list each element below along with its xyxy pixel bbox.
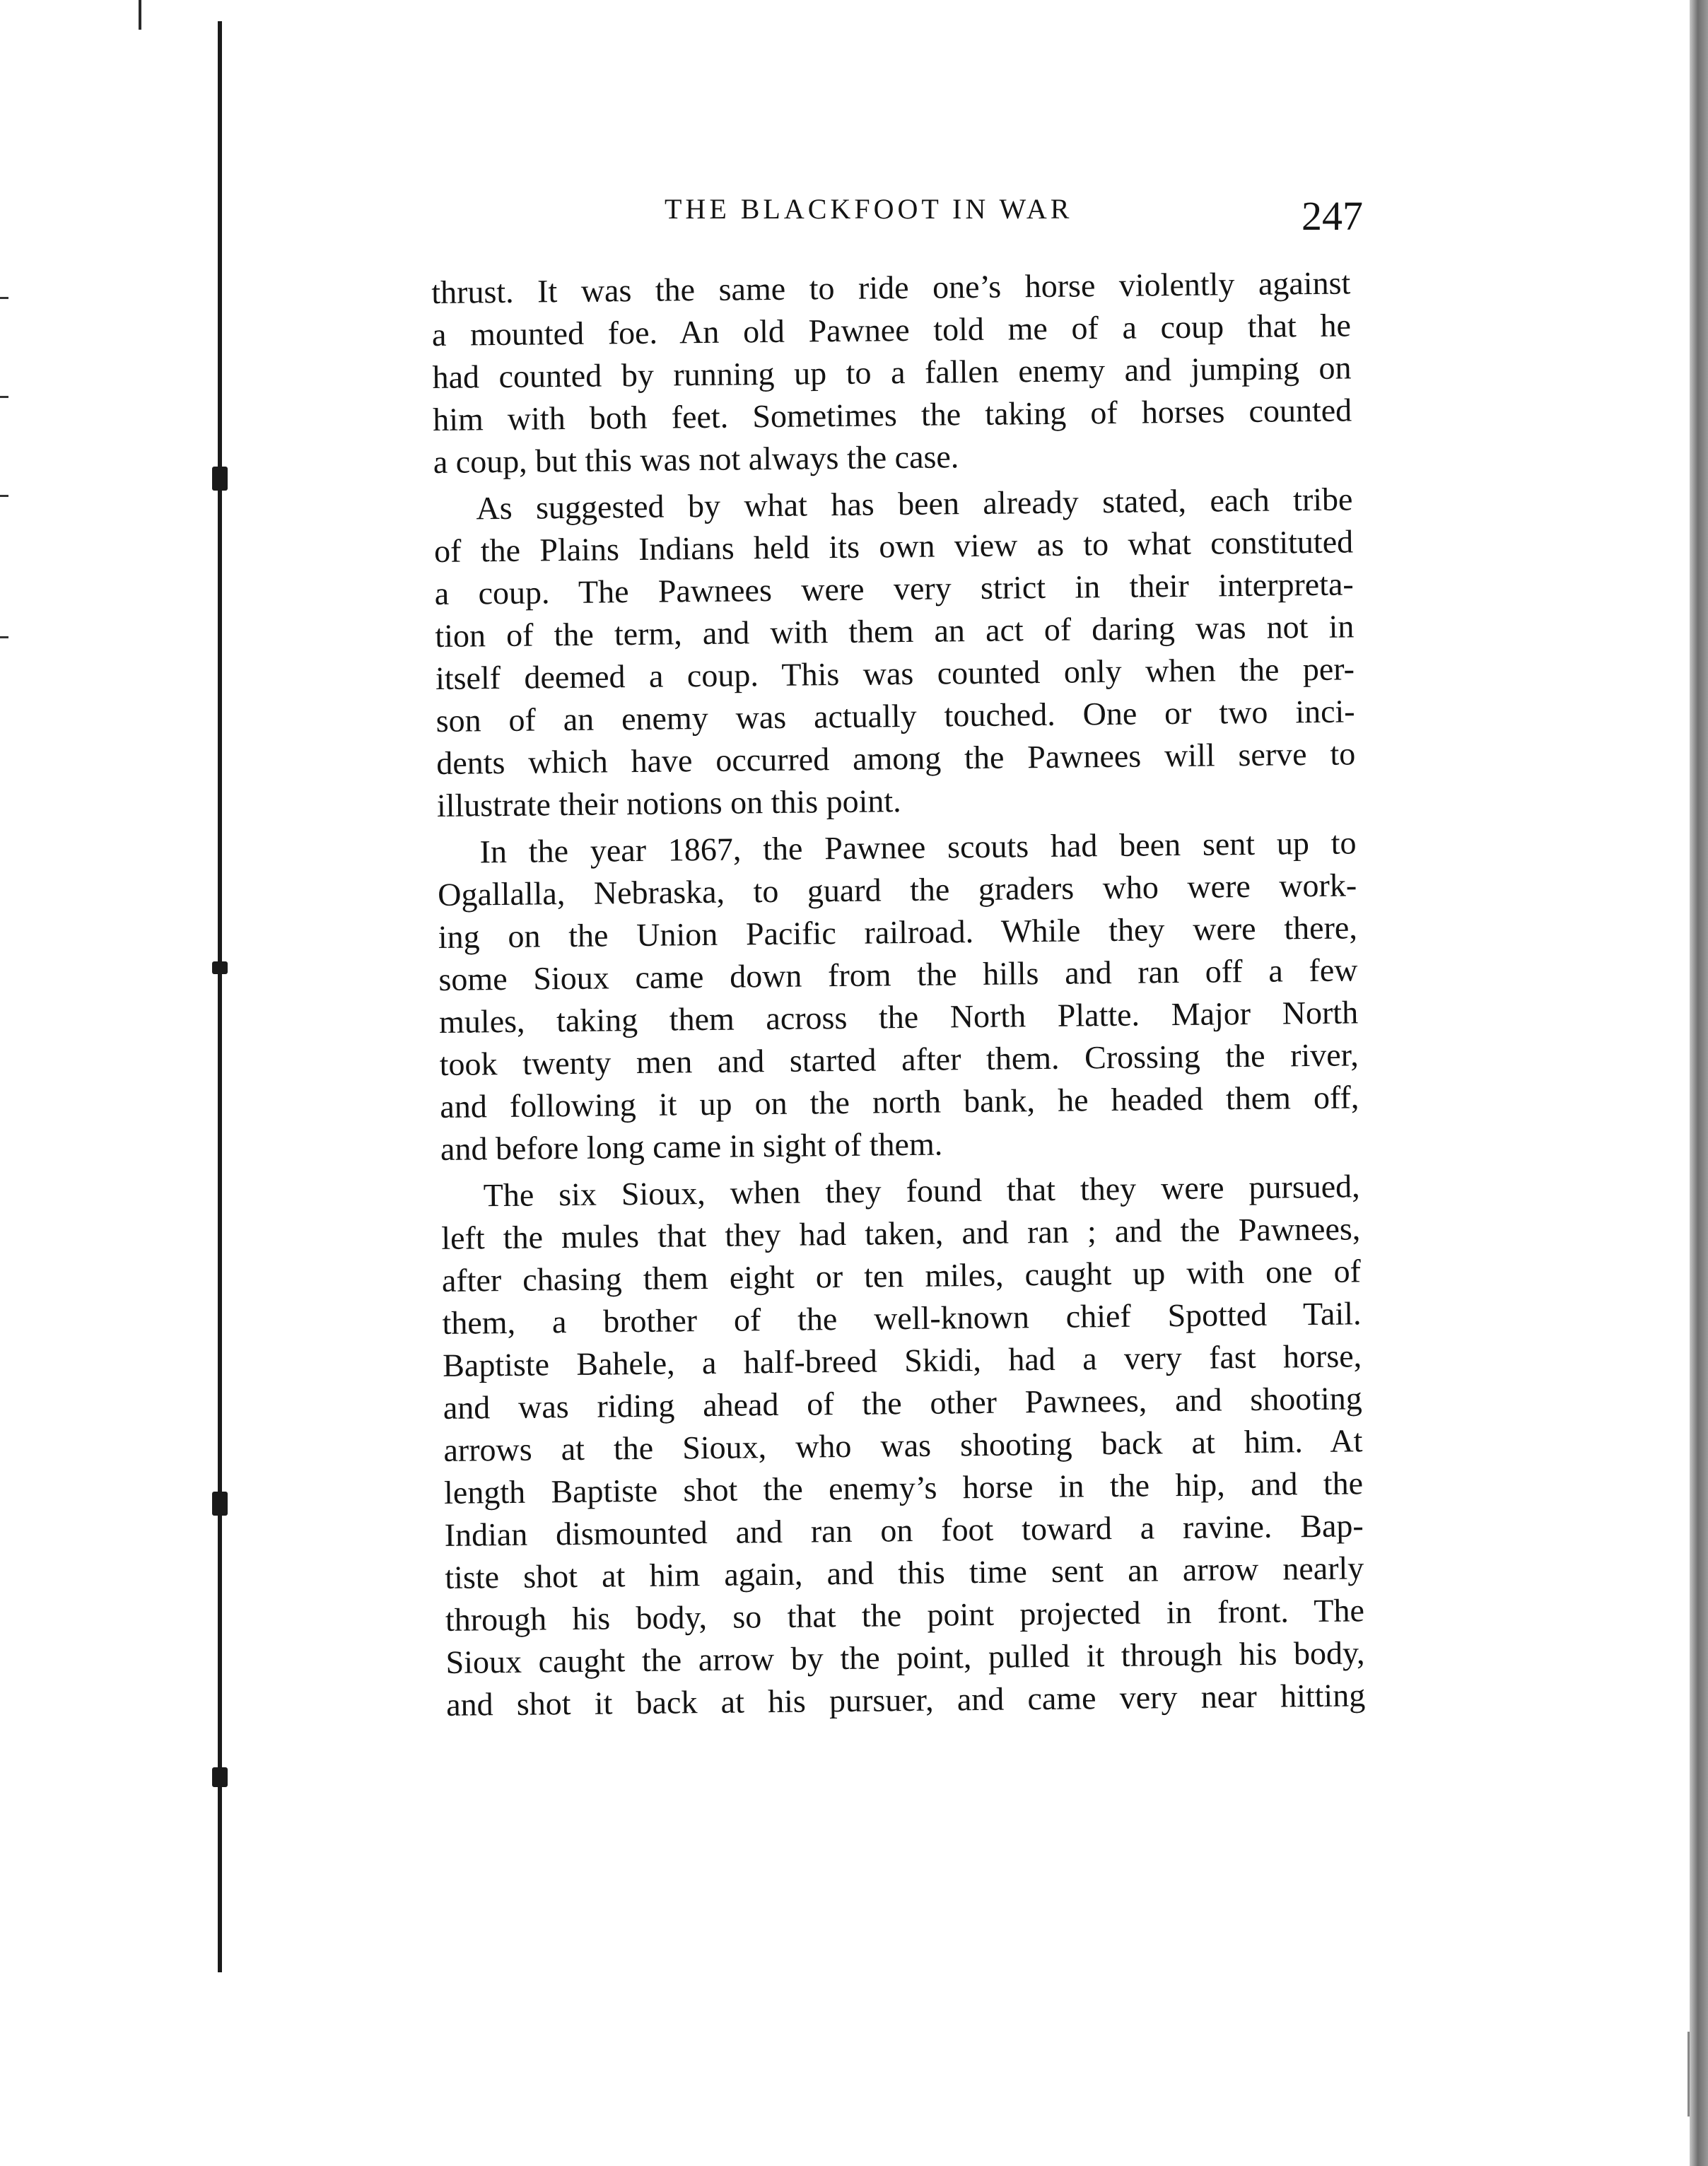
page-corner-edge — [1666, 2032, 1690, 2117]
scan-edge-dash — [0, 495, 8, 497]
text-line: itself deemed a coup. This was counted only when the per- — [435, 650, 1355, 696]
text-line: and shot it back at his pursuer, and came very near hitting — [445, 1677, 1366, 1723]
running-head: THE BLACKFOOT IN WAR — [665, 193, 1073, 225]
text-line: thrust. It was the same to ride one’s horse violently against — [431, 264, 1351, 310]
text-line: a coup. The Pawnees were very strict in their interpreta- — [434, 566, 1354, 611]
text-line: As suggested by what has been already stated, each tribe — [476, 481, 1353, 527]
text-line: son of an enemy was actually touched. One or two inci- — [435, 693, 1355, 739]
text-line: and following it up on the north bank, he headed them off, — [440, 1079, 1359, 1125]
text-line: through his body, so that the point projected in front. The — [445, 1592, 1365, 1638]
paragraph — [437, 821, 1359, 1171]
scan-edge-dash — [0, 396, 8, 398]
text-line: Baptiste Bahele, a half-breed Skidi, had a very fast horse, — [442, 1337, 1362, 1383]
paragraph — [431, 262, 1352, 484]
text-line: illustrate their notions on this point. — [436, 783, 901, 824]
text-line: In the year 1867, the Pawnee scouts had been sent up to — [479, 824, 1357, 870]
page-edge-shadow — [1690, 0, 1708, 2166]
text-line: ing on the Union Pacific railroad. While they were there, — [438, 909, 1358, 955]
text-line: Ogallalla, Nebraska, to guard the graders who were work- — [437, 867, 1357, 913]
text-line: mules, taking them across the North Platte. Major North — [438, 994, 1359, 1040]
text-line: dents which have occurred among the Pawnees will serve to — [436, 735, 1356, 781]
binding-mark — [212, 961, 228, 974]
text-line: some Sioux came down from the hills and ran off a few — [438, 952, 1358, 997]
text-line: length Baptiste shot the enemy’s horse in the hip, and the — [443, 1465, 1364, 1511]
text-line: him with both feet. Sometimes the taking of horses counted — [432, 392, 1352, 438]
paragraph — [440, 1165, 1365, 1726]
scan-edge-dash — [0, 636, 8, 638]
text-line: left the mules that they had taken, and ran ; and the Pawnees, — [441, 1210, 1361, 1256]
text-line: a mounted foe. An old Pawnee told me of a coup that he — [431, 307, 1352, 353]
binding-mark — [212, 1492, 228, 1516]
text-line: a coup, but this was not always the case. — [433, 438, 959, 480]
text-line: tiste shot at him again, and this time sent an arrow nearly — [445, 1550, 1364, 1596]
text-line: had counted by running up to a fallen enemy and jumping on — [432, 349, 1352, 395]
text-line: them, a brother of the well-known chief Spotted Tail. — [442, 1295, 1362, 1341]
text-line: and was riding ahead of the other Pawnees, and shooting — [443, 1380, 1363, 1426]
scan-edge-dash — [0, 297, 8, 299]
text-line: took twenty men and started after them. Crossing the river, — [439, 1036, 1359, 1082]
text-line: Sioux caught the arrow by the point, pulled it through his body, — [445, 1634, 1365, 1680]
text-line: arrows at the Sioux, who was shooting back at him. At — [443, 1422, 1363, 1468]
text-line: and before long came in sight of them. — [440, 1125, 943, 1167]
binding-mark — [212, 467, 228, 491]
binding-edge-line — [218, 21, 222, 1972]
paragraph — [433, 478, 1356, 827]
text-line: tion of the term, and with them an act of daring was not in — [435, 608, 1355, 654]
page-number: 247 — [1302, 193, 1363, 239]
scan-top-tick — [139, 0, 141, 30]
body-text — [431, 262, 1367, 1826]
text-line: The six Sioux, when they found that they were pursued, — [483, 1168, 1360, 1214]
text-line: of the Plains Indians held its own view as to what constituted — [433, 523, 1354, 569]
text-line: Indian dismounted and ran on foot toward a ravine. Bap- — [444, 1507, 1364, 1553]
text-line: after chasing them eight or ten miles, caught up with one of — [441, 1253, 1362, 1299]
binding-mark — [212, 1767, 228, 1787]
